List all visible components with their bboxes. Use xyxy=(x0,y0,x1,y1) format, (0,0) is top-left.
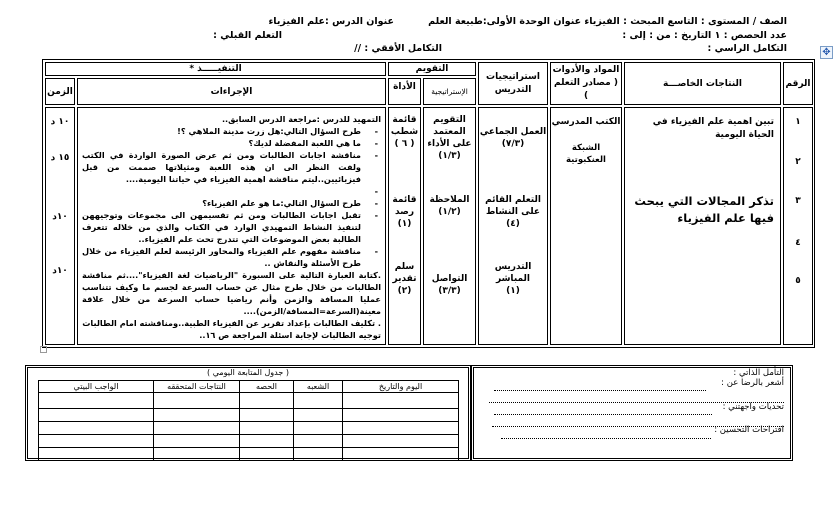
procedure-step: - طرح السؤال التالي:ما هو علم الفيزياء؟ xyxy=(82,197,381,209)
procedures-cell xyxy=(77,107,386,345)
procedure-step: .كتابة العبارة التالية على السبورة "الرياضيات لغة الفيزياء"....ثم مناقشة الطالبات من خلال طرح مثال عن حساب السرعة لجسم ما وكيف تتناسب عمليا المسافة والزمن وأنم رياضيا حساب السرعة من خلال علاقة معينة(السرعة=المسافة/الزمن).... xyxy=(82,270,381,316)
time-value: ١٠ د xyxy=(50,117,70,127)
lesson-plan-table xyxy=(42,59,815,348)
followup-cell[interactable] xyxy=(39,422,154,435)
eval-strategy-code: (١/٣) xyxy=(438,151,461,161)
procedure-step: - مناقشة اجابات الطالبات ومن ثم عرض الصورة الواردة في الكتب ولفت النظر الى ان هذه اللعبة ومثيلاتها صممت من قبل فيزيائيين..ليتم مناقشة اهمية الفيزياء في حياتنا اليومية.... xyxy=(82,149,381,185)
followup-cell[interactable] xyxy=(240,409,294,422)
header-materials: المواد والأدوات ( مصادر التعلم ) xyxy=(550,62,622,105)
followup-cell[interactable] xyxy=(240,448,294,461)
followup-table xyxy=(38,380,459,461)
header-procedures: الإجراءات xyxy=(77,78,386,105)
followup-cell[interactable] xyxy=(154,409,240,422)
eval-strategy-code: (٣/٣) xyxy=(438,286,461,296)
horizontal-integration: التكامل الأفقي : // xyxy=(354,43,442,54)
procedure-step: - تقبل اجابات الطالبات ومن ثم تقسيمهن الى مجموعات وتوجيههن لتنفيذ النشاط التمهيدي الوارد في الكتاب والذي من خلاله تتعرف الطالبة بعض الموضوعات التي تتدرج تحت علم الفيزياء.. xyxy=(82,209,381,245)
eval-strategy-item xyxy=(424,114,475,162)
header-strategies: استراتيجيات التدريس xyxy=(478,62,548,105)
time-value: ١٥ د xyxy=(50,153,70,163)
eval-tool-code: (٢) xyxy=(397,286,412,296)
followup-col-outcomes: النتاجات المتحققه xyxy=(154,381,240,393)
header-number: الرقم xyxy=(783,62,813,105)
followup-cell[interactable] xyxy=(343,422,459,435)
suggestions-line[interactable] xyxy=(501,438,711,439)
materials-cell xyxy=(550,107,622,345)
procedures-list xyxy=(82,113,381,341)
followup-cell[interactable] xyxy=(240,435,294,448)
followup-col-date: اليوم والتاريخ xyxy=(343,381,459,393)
followup-cell[interactable] xyxy=(294,435,343,448)
table-move-handle-icon[interactable]: ✥ xyxy=(820,46,833,59)
daily-followup-box xyxy=(25,365,471,461)
row-number: ٣ xyxy=(795,196,801,206)
strategy-item xyxy=(479,126,547,150)
row-number: ١ xyxy=(795,117,801,127)
table-row xyxy=(39,422,459,435)
sessions-date: عدد الحصص : ١ التاريخ : من : إلى : xyxy=(622,30,787,41)
row-number: ٤ xyxy=(795,238,801,248)
eval-tool-code: (١) xyxy=(397,219,412,229)
eval-strategy-code: (١/٢) xyxy=(438,207,461,217)
followup-cell[interactable] xyxy=(343,409,459,422)
satisfied-line[interactable] xyxy=(494,390,706,391)
time-cell xyxy=(45,107,75,345)
reflection-suggestions-label: اقتراحات التحسين : xyxy=(714,425,784,435)
eval-tool-name: قائمة شطب xyxy=(390,115,419,137)
followup-cell[interactable] xyxy=(39,393,154,409)
followup-col-period: الحصه xyxy=(240,381,294,393)
reflection-satisfied-label: أشعر بالرضا عن : xyxy=(721,378,784,388)
procedure-step xyxy=(82,185,381,197)
table-row xyxy=(39,393,459,409)
followup-cell[interactable] xyxy=(154,448,240,461)
table-row xyxy=(39,409,459,422)
strategy-item xyxy=(479,194,547,230)
followup-cell[interactable] xyxy=(39,448,154,461)
outcomes-cell xyxy=(624,107,781,345)
followup-title: ( جدول المتابعة اليومي ) xyxy=(207,368,289,377)
header-eval-strategy: الإستراتيجية xyxy=(423,78,476,105)
paragraph-anchor-icon xyxy=(40,346,47,353)
eval-tool-item xyxy=(389,261,420,297)
eval-strategy-name: التقويم المعتمد على الأداء xyxy=(427,115,472,149)
challenges-line[interactable] xyxy=(494,414,712,415)
row-number: ٥ xyxy=(795,276,801,286)
followup-cell[interactable] xyxy=(294,409,343,422)
followup-cell[interactable] xyxy=(154,393,240,409)
strategy-code: (٤) xyxy=(506,219,520,229)
numbers-cell xyxy=(783,107,813,345)
prior-learning: التعلم القبلي : xyxy=(213,30,282,41)
eval-strategy-name: الملاحظة xyxy=(429,195,470,205)
time-value: ١٠د xyxy=(52,266,68,276)
strategies-cell xyxy=(478,107,548,345)
material-item: الشبكة العنكبوتية xyxy=(566,143,606,165)
procedure-step: التمهيد للدرس :مراجعة الدرس السابق.. xyxy=(221,114,381,124)
followup-cell[interactable] xyxy=(154,435,240,448)
eval-tool-name: سلم تقدير xyxy=(392,262,417,284)
header-eval-tool: الأداة xyxy=(388,78,421,105)
reflection-title: التأمل الذاتي : xyxy=(733,368,784,378)
eval-tool-cell xyxy=(388,107,421,345)
header-evaluation: التقويم xyxy=(388,62,476,76)
lesson-title: عنوان الدرس :علم الفيزياء xyxy=(268,16,394,27)
followup-cell[interactable] xyxy=(240,422,294,435)
header-outcomes: النتاجات الخاصـــة xyxy=(624,62,781,105)
procedure-step: - طرح السؤال التالي:هل زرت مدينة الملاهي ؟! xyxy=(82,125,381,137)
procedure-step: توجيه الطالبات لإجابة اسئلة المراجعة ص ١٦.. xyxy=(199,330,381,340)
eval-strategy-name: التواصل xyxy=(431,274,468,284)
self-reflection-box xyxy=(471,365,793,461)
followup-col-section: الشعبه xyxy=(294,381,343,393)
followup-cell[interactable] xyxy=(39,435,154,448)
procedure-step: . تكليف الطالبات بإعداد تقرير عن الفيزياء الطبية..ومناقشته امام الطالبات xyxy=(82,318,381,328)
strategy-code: (٧/٣) xyxy=(501,139,525,149)
strategy-item xyxy=(479,261,547,297)
followup-cell[interactable] xyxy=(39,409,154,422)
strategy-name: التعلم القائم على النشاط xyxy=(485,195,541,217)
eval-tool-item xyxy=(389,114,420,150)
outcome-item: تذكر المجالات التي يبحث فيها علم الفيزياء xyxy=(634,194,774,225)
strategy-name: التدريس المباشر xyxy=(494,262,532,284)
outcome-item: تبين اهمية علم الفيزياء في الحياة اليومية xyxy=(652,117,774,140)
eval-tool-item xyxy=(389,194,420,230)
header-time: الزمن xyxy=(45,78,75,105)
followup-cell[interactable] xyxy=(294,393,343,409)
vertical-integration: التكامل الراسي : xyxy=(707,43,787,54)
followup-cell[interactable] xyxy=(343,393,459,409)
procedure-step: - ما هي اللعبة المفضلة لديك؟ xyxy=(82,137,381,149)
followup-cell[interactable] xyxy=(343,435,459,448)
eval-tool-code: ( ٦ ) xyxy=(394,139,415,149)
eval-strategy-item xyxy=(424,273,475,297)
material-item: الكتب المدرسي xyxy=(551,117,621,127)
table-row xyxy=(39,435,459,448)
eval-tool-name: قائمة رصد xyxy=(392,195,417,217)
table-row xyxy=(39,448,459,461)
followup-cell[interactable] xyxy=(154,422,240,435)
header-execution: التنفيـــــذ * xyxy=(45,62,386,76)
reflection-challenges-label: تحديات واجهتني : xyxy=(722,402,784,412)
followup-cell[interactable] xyxy=(240,393,294,409)
procedure-step: - مناقشة مفهوم علم الفيزياء والمحاور الرئيسة لعلم الفيزياء من خلال طرح الأسئلة والنقاش .. xyxy=(82,245,381,269)
followup-cell[interactable] xyxy=(294,422,343,435)
followup-cell[interactable] xyxy=(343,448,459,461)
followup-col-homework: الواجب البيتي xyxy=(39,381,154,393)
row-number: ٢ xyxy=(795,157,801,167)
eval-strategy-cell xyxy=(423,107,476,345)
eval-strategy-item xyxy=(424,194,475,218)
strategy-name: العمل الجماعي xyxy=(479,127,547,137)
grade-subject-unit: الصف / المستوى : التاسع المبحث : الفيزياء عنوان الوحدة الأولى:طبيعة العلم xyxy=(428,16,787,27)
time-value: ١٠د xyxy=(52,212,68,222)
followup-cell[interactable] xyxy=(294,448,343,461)
strategy-code: (١) xyxy=(506,286,520,296)
